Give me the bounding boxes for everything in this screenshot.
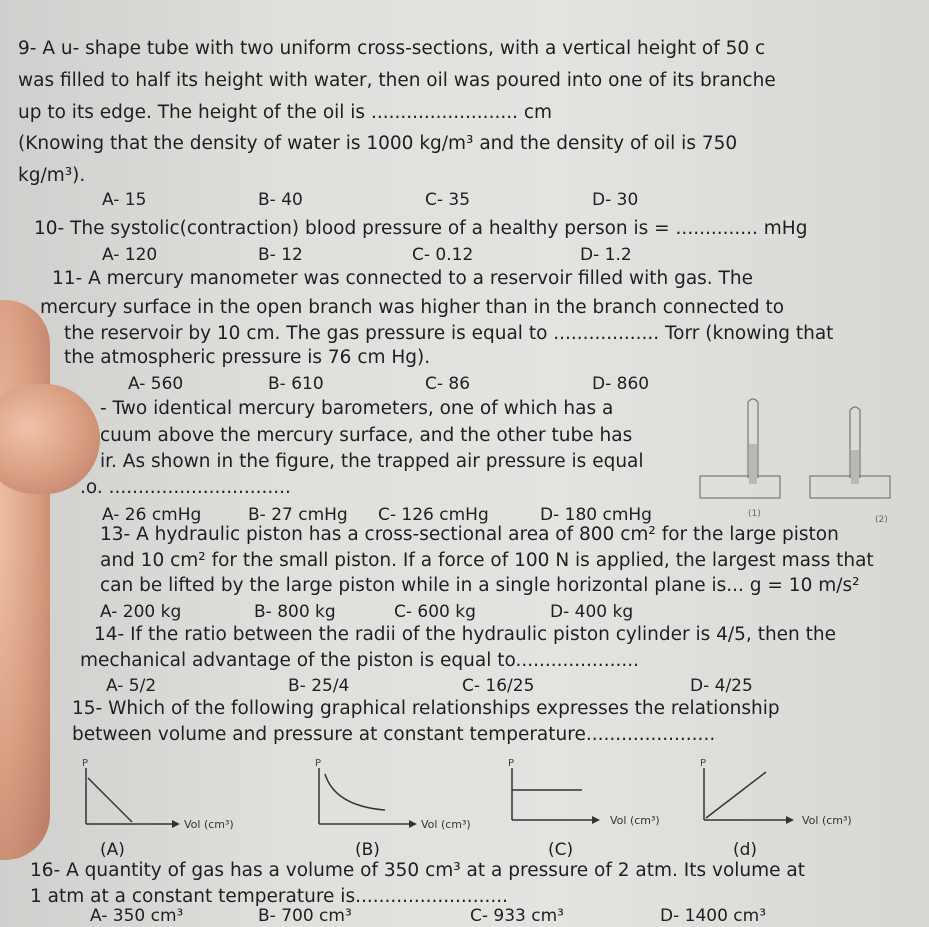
barometers-figure bbox=[690, 392, 900, 524]
graph-a-label: (A) bbox=[100, 840, 125, 860]
q11-option-c: C- 86 bbox=[425, 374, 471, 394]
q10-option-a: A- 120 bbox=[102, 245, 158, 265]
q9-line1: 9- A u- shape tube with two uniform cross-sections, with a vertical height of 50 c bbox=[18, 38, 766, 59]
q14-option-d: D- 4/25 bbox=[690, 676, 753, 696]
q12-option-a: A- 26 cmHg bbox=[102, 505, 202, 525]
q14-line1: 14- If the ratio between the radii of the hydraulic piston cylinder is 4/5, then the bbox=[94, 624, 837, 645]
graph-d-axis-p: P bbox=[700, 758, 707, 769]
q14-option-a: A- 5/2 bbox=[106, 676, 157, 696]
q16-option-a: A- 350 cm³ bbox=[90, 906, 184, 926]
q9-option-d: D- 30 bbox=[592, 190, 639, 210]
graph-c-axis-p: P bbox=[508, 758, 515, 769]
q13-option-d: D- 400 kg bbox=[550, 602, 634, 622]
graph-c-label: (C) bbox=[548, 840, 574, 860]
q16-option-b: B- 700 cm³ bbox=[258, 906, 352, 926]
q9-option-b: B- 40 bbox=[258, 190, 303, 210]
q16-option-d: D- 1400 cm³ bbox=[660, 906, 767, 926]
q12-line3: ir. As shown in the figure, the trapped air pressure is equal bbox=[100, 451, 644, 472]
graph-b bbox=[305, 754, 505, 834]
graph-d bbox=[690, 754, 900, 834]
q13-option-c: C- 600 kg bbox=[394, 602, 476, 622]
q12-option-c: C- 126 cmHg bbox=[378, 505, 489, 525]
q9-option-a: A- 15 bbox=[102, 190, 147, 210]
q16-line2: 1 atm at a constant temperature is.......................... bbox=[30, 886, 508, 907]
q14-option-b: B- 25/4 bbox=[288, 676, 350, 696]
graph-d-label: (d) bbox=[733, 840, 758, 860]
q15-line2: between volume and pressure at constant temperature...................... bbox=[72, 724, 716, 745]
figure-label-2: (2) bbox=[875, 515, 888, 524]
q13-option-b: B- 800 kg bbox=[254, 602, 336, 622]
q11-option-d: D- 860 bbox=[592, 374, 650, 394]
q12-line4: .o. ............................... bbox=[80, 477, 291, 498]
graph-a bbox=[72, 754, 272, 834]
q10-option-c: C- 0.12 bbox=[412, 245, 474, 265]
q11-option-b: B- 610 bbox=[268, 374, 324, 394]
q12-option-b: B- 27 cmHg bbox=[248, 505, 348, 525]
graph-b-label: (B) bbox=[355, 840, 380, 860]
graph-b-axis-p: P bbox=[315, 758, 322, 769]
graph-d-axis-v: Vol (cm³) bbox=[802, 814, 852, 827]
q11-line3: the reservoir by 10 cm. The gas pressure is equal to .................. Torr (knowing that bbox=[64, 323, 834, 344]
graph-a-axis-v: Vol (cm³) bbox=[184, 818, 234, 831]
q10-option-b: B- 12 bbox=[258, 245, 303, 265]
q14-line2: mechanical advantage of the piston is equal to..................... bbox=[80, 650, 639, 671]
q9-option-c: C- 35 bbox=[425, 190, 471, 210]
q10-line1: 10- The systolic(contraction) blood pressure of a healthy person is = .............. mHg bbox=[34, 218, 808, 239]
q16-option-c: C- 933 cm³ bbox=[470, 906, 564, 926]
q14-option-c: C- 16/25 bbox=[462, 676, 535, 696]
graph-a-axis-p: P bbox=[82, 758, 89, 769]
q12-option-d: D- 180 cmHg bbox=[540, 505, 652, 525]
graph-b-axis-v: Vol (cm³) bbox=[421, 818, 471, 831]
q15-line1: 15- Which of the following graphical relationships expresses the relationship bbox=[72, 698, 780, 719]
q11-line2: mercury surface in the open branch was higher than in the branch connected to bbox=[40, 297, 785, 318]
q9-line4: (Knowing that the density of water is 1000 kg/m³ and the density of oil is 750 bbox=[18, 133, 738, 154]
q11-line4: the atmospheric pressure is 76 cm Hg). bbox=[64, 347, 431, 368]
q9-line2: was filled to half its height with water, then oil was poured into one of its branche bbox=[18, 70, 776, 91]
q12-line1: - Two identical mercury barometers, one of which has a bbox=[100, 398, 614, 419]
q13-line3: can be lifted by the large piston while in a single horizontal plane is... g = 10 m/s² bbox=[100, 575, 860, 596]
q11-option-a: A- 560 bbox=[128, 374, 184, 394]
graph-c-axis-v: Vol (cm³) bbox=[610, 814, 660, 827]
q16-line1: 16- A quantity of gas has a volume of 350 cm³ at a pressure of 2 atm. Its volume at bbox=[30, 860, 806, 881]
q13-option-a: A- 200 kg bbox=[100, 602, 182, 622]
q12-line2: cuum above the mercury surface, and the other tube has bbox=[100, 425, 633, 446]
q13-line2: and 10 cm² for the small piston. If a force of 100 N is applied, the largest mass that bbox=[100, 550, 874, 571]
q10-option-d: D- 1.2 bbox=[580, 245, 632, 265]
graph-c bbox=[498, 754, 698, 834]
q11-line1: 11- A mercury manometer was connected to a reservoir filled with gas. The bbox=[52, 268, 753, 289]
figure-label-1: (1) bbox=[748, 509, 761, 519]
q13-line1: 13- A hydraulic piston has a cross-sectional area of 800 cm² for the large piston bbox=[100, 524, 839, 545]
q9-line3: up to its edge. The height of the oil is ......................... cm bbox=[18, 102, 553, 123]
q9-line5: kg/m³). bbox=[18, 165, 86, 186]
